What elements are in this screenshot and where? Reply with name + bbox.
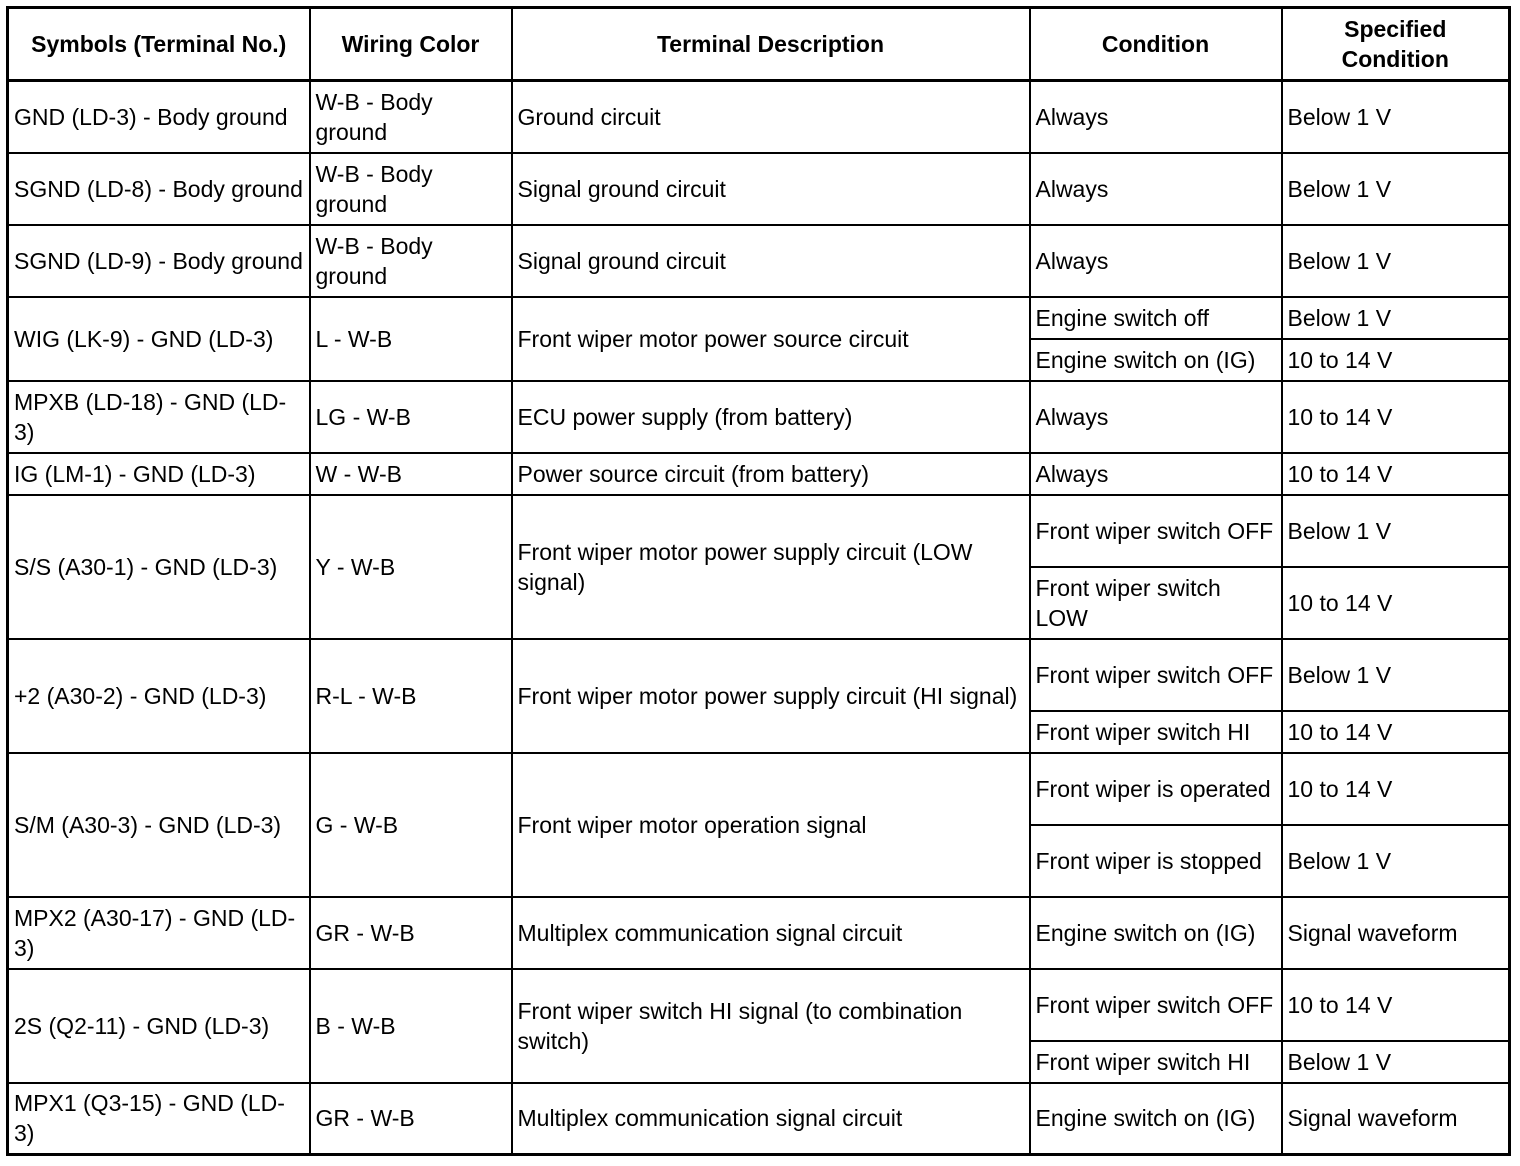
cell-symbol: S/M (A30-3) - GND (LD-3) xyxy=(8,753,310,897)
header-symbols: Symbols (Terminal No.) xyxy=(8,8,310,81)
table-row xyxy=(8,639,1510,711)
cell-specified: 10 to 14 V xyxy=(1282,453,1510,495)
cell-description: ECU power supply (from battery) xyxy=(512,381,1030,453)
cell-wiring-color: W-B - Body ground xyxy=(310,81,512,153)
cell-specified: Below 1 V xyxy=(1282,495,1510,567)
cell-description: Front wiper motor operation signal xyxy=(512,753,1030,897)
cell-condition: Always xyxy=(1030,381,1282,453)
cell-wiring-color: W-B - Body ground xyxy=(310,225,512,297)
cell-specified: 10 to 14 V xyxy=(1282,753,1510,825)
table-row xyxy=(8,153,1510,225)
cell-description: Signal ground circuit xyxy=(512,153,1030,225)
table-row xyxy=(8,81,1510,153)
table-row xyxy=(8,453,1510,495)
cell-wiring-color: W - W-B xyxy=(310,453,512,495)
cell-condition: Front wiper switch LOW xyxy=(1030,567,1282,639)
cell-wiring-color: G - W-B xyxy=(310,753,512,897)
cell-condition: Engine switch on (IG) xyxy=(1030,897,1282,969)
cell-description: Signal ground circuit xyxy=(512,225,1030,297)
cell-specified: Below 1 V xyxy=(1282,825,1510,897)
table-row xyxy=(8,897,1510,969)
cell-wiring-color: R-L - W-B xyxy=(310,639,512,753)
cell-symbol: WIG (LK-9) - GND (LD-3) xyxy=(8,297,310,381)
header-terminal-description: Terminal Description xyxy=(512,8,1030,81)
cell-condition: Always xyxy=(1030,225,1282,297)
cell-specified: Signal waveform xyxy=(1282,1083,1510,1155)
cell-condition: Always xyxy=(1030,153,1282,225)
cell-condition: Front wiper switch OFF xyxy=(1030,495,1282,567)
cell-symbol: GND (LD-3) - Body ground xyxy=(8,81,310,153)
cell-symbol: MPXB (LD-18) - GND (LD-3) xyxy=(8,381,310,453)
table-row xyxy=(8,381,1510,453)
table-row xyxy=(8,297,1510,339)
cell-specified: Below 1 V xyxy=(1282,297,1510,339)
cell-description: Front wiper motor power source circuit xyxy=(512,297,1030,381)
cell-wiring-color: LG - W-B xyxy=(310,381,512,453)
cell-description: Power source circuit (from battery) xyxy=(512,453,1030,495)
cell-specified: 10 to 14 V xyxy=(1282,339,1510,381)
cell-wiring-color: Y - W-B xyxy=(310,495,512,639)
cell-description: Multiplex communication signal circuit xyxy=(512,1083,1030,1155)
cell-description: Front wiper motor power supply circuit (LOW signal) xyxy=(512,495,1030,639)
cell-specified: 10 to 14 V xyxy=(1282,711,1510,753)
cell-condition: Front wiper is stopped xyxy=(1030,825,1282,897)
cell-wiring-color: B - W-B xyxy=(310,969,512,1083)
cell-symbol: +2 (A30-2) - GND (LD-3) xyxy=(8,639,310,753)
cell-specified: Signal waveform xyxy=(1282,897,1510,969)
cell-description: Front wiper switch HI signal (to combination switch) xyxy=(512,969,1030,1083)
cell-condition: Front wiper is operated xyxy=(1030,753,1282,825)
cell-symbol: MPX2 (A30-17) - GND (LD-3) xyxy=(8,897,310,969)
header-wiring-color: Wiring Color xyxy=(310,8,512,81)
header-condition: Condition xyxy=(1030,8,1282,81)
table-header-row xyxy=(8,8,1510,81)
cell-condition: Front wiper switch HI xyxy=(1030,1041,1282,1083)
cell-specified: Below 1 V xyxy=(1282,81,1510,153)
cell-specified: Below 1 V xyxy=(1282,153,1510,225)
cell-symbol: IG (LM-1) - GND (LD-3) xyxy=(8,453,310,495)
cell-condition: Always xyxy=(1030,453,1282,495)
cell-condition: Front wiper switch OFF xyxy=(1030,639,1282,711)
table-row xyxy=(8,495,1510,567)
table-body xyxy=(8,81,1510,1155)
cell-symbol: S/S (A30-1) - GND (LD-3) xyxy=(8,495,310,639)
cell-symbol: SGND (LD-9) - Body ground xyxy=(8,225,310,297)
terminal-spec-table xyxy=(6,6,1511,1156)
cell-description: Front wiper motor power supply circuit (HI signal) xyxy=(512,639,1030,753)
cell-condition: Front wiper switch HI xyxy=(1030,711,1282,753)
table-row xyxy=(8,969,1510,1041)
cell-wiring-color: W-B - Body ground xyxy=(310,153,512,225)
cell-condition: Engine switch on (IG) xyxy=(1030,1083,1282,1155)
cell-specified: 10 to 14 V xyxy=(1282,567,1510,639)
header-specified-condition: Specified Condition xyxy=(1282,8,1510,81)
cell-condition: Always xyxy=(1030,81,1282,153)
cell-condition: Front wiper switch OFF xyxy=(1030,969,1282,1041)
table-row xyxy=(8,1083,1510,1155)
cell-wiring-color: L - W-B xyxy=(310,297,512,381)
cell-symbol: 2S (Q2-11) - GND (LD-3) xyxy=(8,969,310,1083)
cell-specified: 10 to 14 V xyxy=(1282,381,1510,453)
cell-specified: Below 1 V xyxy=(1282,225,1510,297)
cell-wiring-color: GR - W-B xyxy=(310,897,512,969)
table-row xyxy=(8,753,1510,825)
cell-specified: Below 1 V xyxy=(1282,1041,1510,1083)
cell-symbol: MPX1 (Q3-15) - GND (LD-3) xyxy=(8,1083,310,1155)
cell-wiring-color: GR - W-B xyxy=(310,1083,512,1155)
cell-description: Ground circuit xyxy=(512,81,1030,153)
cell-description: Multiplex communication signal circuit xyxy=(512,897,1030,969)
cell-condition: Engine switch off xyxy=(1030,297,1282,339)
cell-symbol: SGND (LD-8) - Body ground xyxy=(8,153,310,225)
cell-specified: Below 1 V xyxy=(1282,639,1510,711)
cell-specified: 10 to 14 V xyxy=(1282,969,1510,1041)
table-row xyxy=(8,225,1510,297)
cell-condition: Engine switch on (IG) xyxy=(1030,339,1282,381)
